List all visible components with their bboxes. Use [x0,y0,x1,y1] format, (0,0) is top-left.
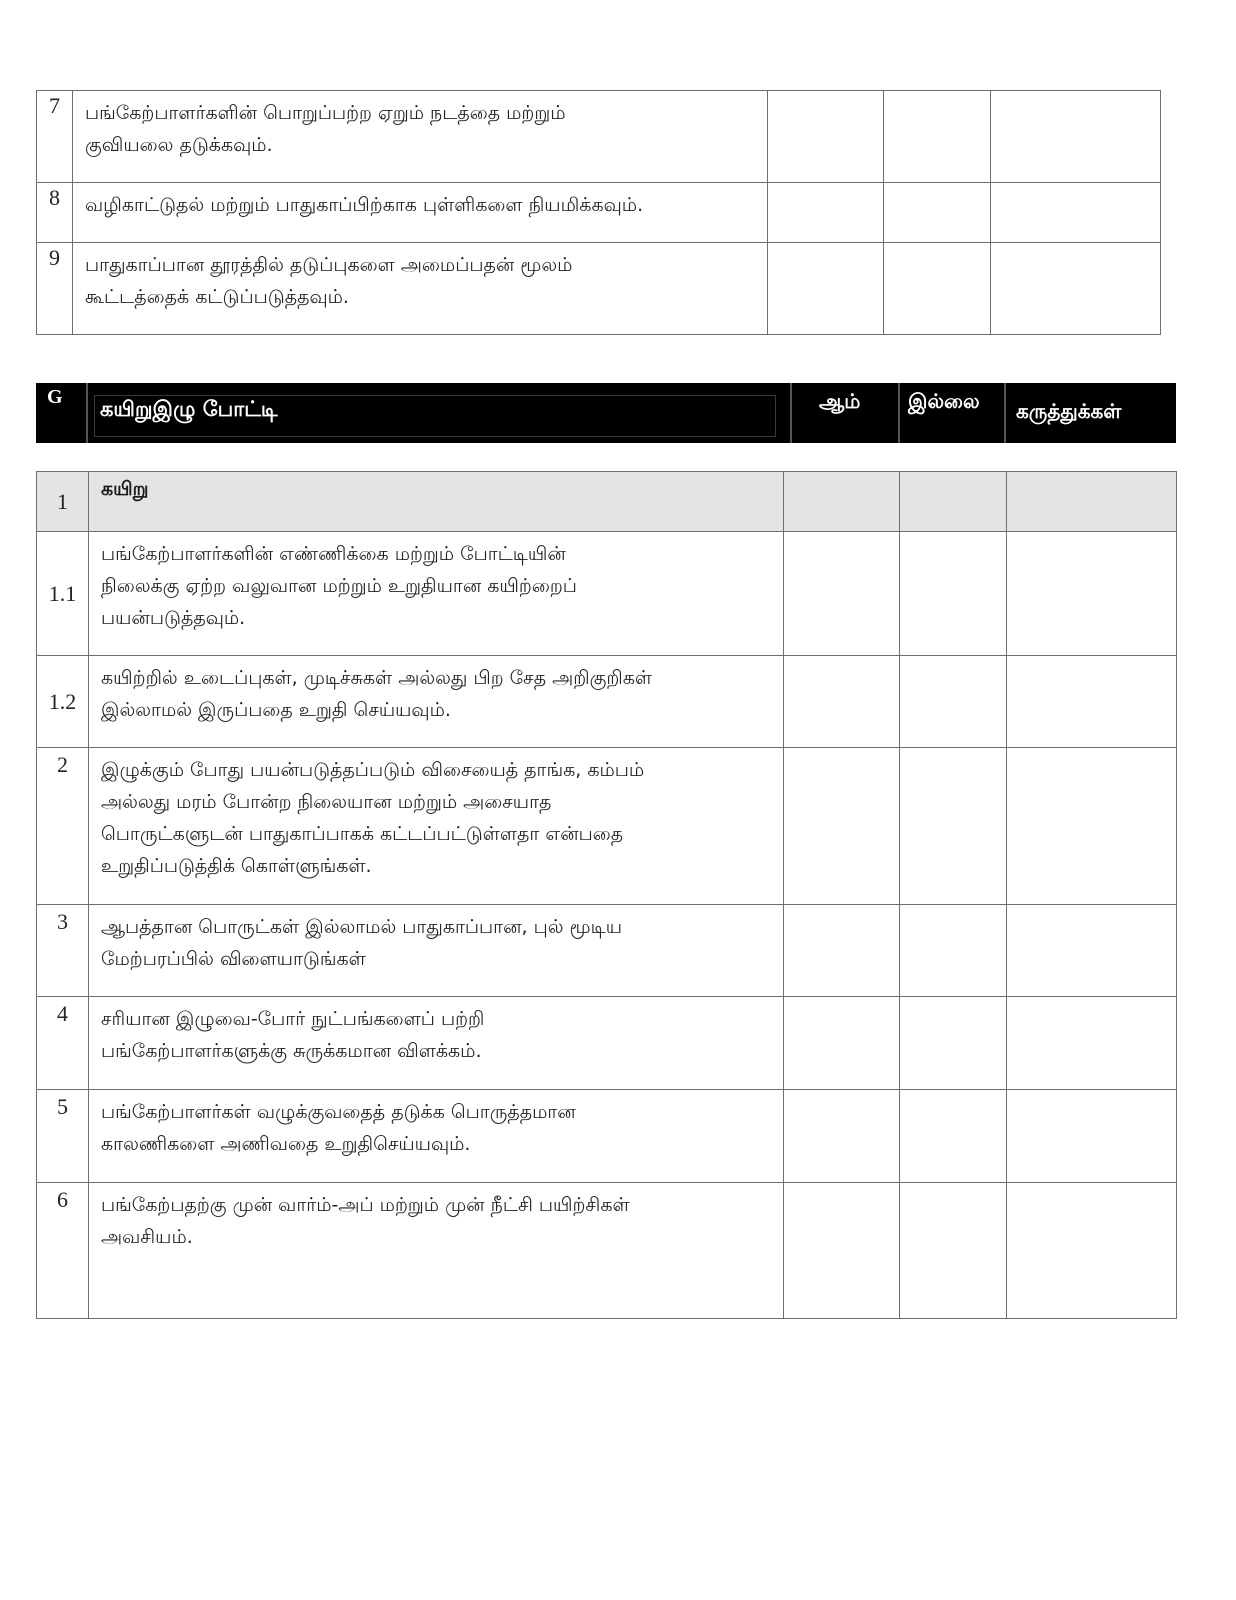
row-text: ஆபத்தான பொருட்கள் இல்லாமல் பாதுகாப்பான, புல் மூடிய மேற்பரப்பில் விளையாடுங்கள் [89,905,784,997]
comments-cell[interactable] [1007,905,1177,997]
divider [1004,383,1006,443]
yes-cell[interactable] [768,243,884,335]
comments-cell[interactable] [1007,1090,1177,1183]
yes-cell[interactable] [784,1090,900,1183]
yes-cell[interactable] [768,183,884,243]
comments-cell[interactable] [991,243,1161,335]
yes-cell[interactable] [768,91,884,183]
row-text: கயிற்றில் உடைப்புகள், முடிச்சுகள் அல்லது பிற சேத அறிகுறிகள் இல்லாமல் இருப்பதை உறுதி செய்யவும். [89,656,784,748]
comments-cell[interactable] [1007,532,1177,656]
comments-cell[interactable] [1007,997,1177,1090]
comments-cell[interactable] [1007,748,1177,905]
no-cell[interactable] [900,532,1007,656]
row-number: 7 [37,91,73,183]
no-cell[interactable] [884,243,991,335]
comments-cell[interactable] [1007,1183,1177,1319]
yes-cell[interactable] [784,997,900,1090]
row-number: 2 [37,748,89,905]
checklist-table [36,471,1177,1319]
checklist-table-continued [36,90,1161,335]
row-text: பாதுகாப்பான தூரத்தில் தடுப்புகளை அமைப்பதன் மூலம் கூட்டத்தைக் கட்டுப்படுத்தவும். [73,243,768,335]
table-row [37,91,1161,183]
column-header-comments: கருத்துக்கள் [1016,399,1122,423]
yes-cell[interactable] [784,532,900,656]
section-header [36,383,1176,443]
yes-cell[interactable] [784,905,900,997]
table-row [37,183,1161,243]
divider [86,383,88,443]
yes-cell[interactable] [784,656,900,748]
no-cell[interactable] [900,472,1007,532]
no-cell[interactable] [900,748,1007,905]
table-row [37,656,1177,748]
row-text: வழிகாட்டுதல் மற்றும் பாதுகாப்பிற்காக புள்ளிகளை நியமிக்கவும். [73,183,768,243]
column-header-no: இல்லை [908,389,980,413]
yes-cell[interactable] [784,1183,900,1319]
row-number: 3 [37,905,89,997]
row-text: கயிறு [89,472,784,532]
row-number: 4 [37,997,89,1090]
no-cell[interactable] [884,91,991,183]
table-row [37,243,1161,335]
yes-cell[interactable] [784,748,900,905]
no-cell[interactable] [884,183,991,243]
divider [898,383,900,443]
table-row [37,532,1177,656]
comments-cell[interactable] [1007,656,1177,748]
row-number: 5 [37,1090,89,1183]
table-row [37,1090,1177,1183]
table-row [37,997,1177,1090]
no-cell[interactable] [900,1183,1007,1319]
row-number: 9 [37,243,73,335]
table-row [37,472,1177,532]
row-number: 1.2 [37,656,89,748]
table-row [37,748,1177,905]
row-text: பங்கேற்பதற்கு முன் வார்ம்-அப் மற்றும் முன் நீட்சி பயிற்சிகள் அவசியம். [89,1183,784,1319]
section-letter: G [47,386,63,408]
row-number: 1.1 [37,532,89,656]
section-title: கயிறுஇழு போட்டி [100,397,278,421]
row-text: இழுக்கும் போது பயன்படுத்தப்படும் விசையைத் தாங்க, கம்பம் அல்லது மரம் போன்ற நிலையான மற்றும் அசையாத பொருட்களுடன் பாதுகாப்பாகக் கட்டப்பட்டுள்ளதா என்பதை உறுதிப்படுத்திக் கொள்ளுங்கள். [89,748,784,905]
comments-cell[interactable] [1007,472,1177,532]
row-number: 1 [37,472,89,532]
comments-cell[interactable] [991,91,1161,183]
row-text: பங்கேற்பாளர்களின் எண்ணிக்கை மற்றும் போட்டியின் நிலைக்கு ஏற்ற வலுவான மற்றும் உறுதியான கயிற்றைப் பயன்படுத்தவும். [89,532,784,656]
no-cell[interactable] [900,1090,1007,1183]
no-cell[interactable] [900,997,1007,1090]
no-cell[interactable] [900,656,1007,748]
row-text: சரியான இழுவை-போர் நுட்பங்களைப் பற்றி பங்கேற்பாளர்களுக்கு சுருக்கமான விளக்கம். [89,997,784,1090]
yes-cell[interactable] [784,472,900,532]
column-header-yes: ஆம் [819,389,861,413]
table-row [37,1183,1177,1319]
row-number: 8 [37,183,73,243]
no-cell[interactable] [900,905,1007,997]
divider [790,383,792,443]
row-number: 6 [37,1183,89,1319]
table-row [37,905,1177,997]
row-text: பங்கேற்பாளர்கள் வழுக்குவதைத் தடுக்க பொருத்தமான காலணிகளை அணிவதை உறுதிசெய்யவும். [89,1090,784,1183]
comments-cell[interactable] [991,183,1161,243]
row-text: பங்கேற்பாளர்களின் பொறுப்பற்ற ஏறும் நடத்தை மற்றும் குவியலை தடுக்கவும். [73,91,768,183]
